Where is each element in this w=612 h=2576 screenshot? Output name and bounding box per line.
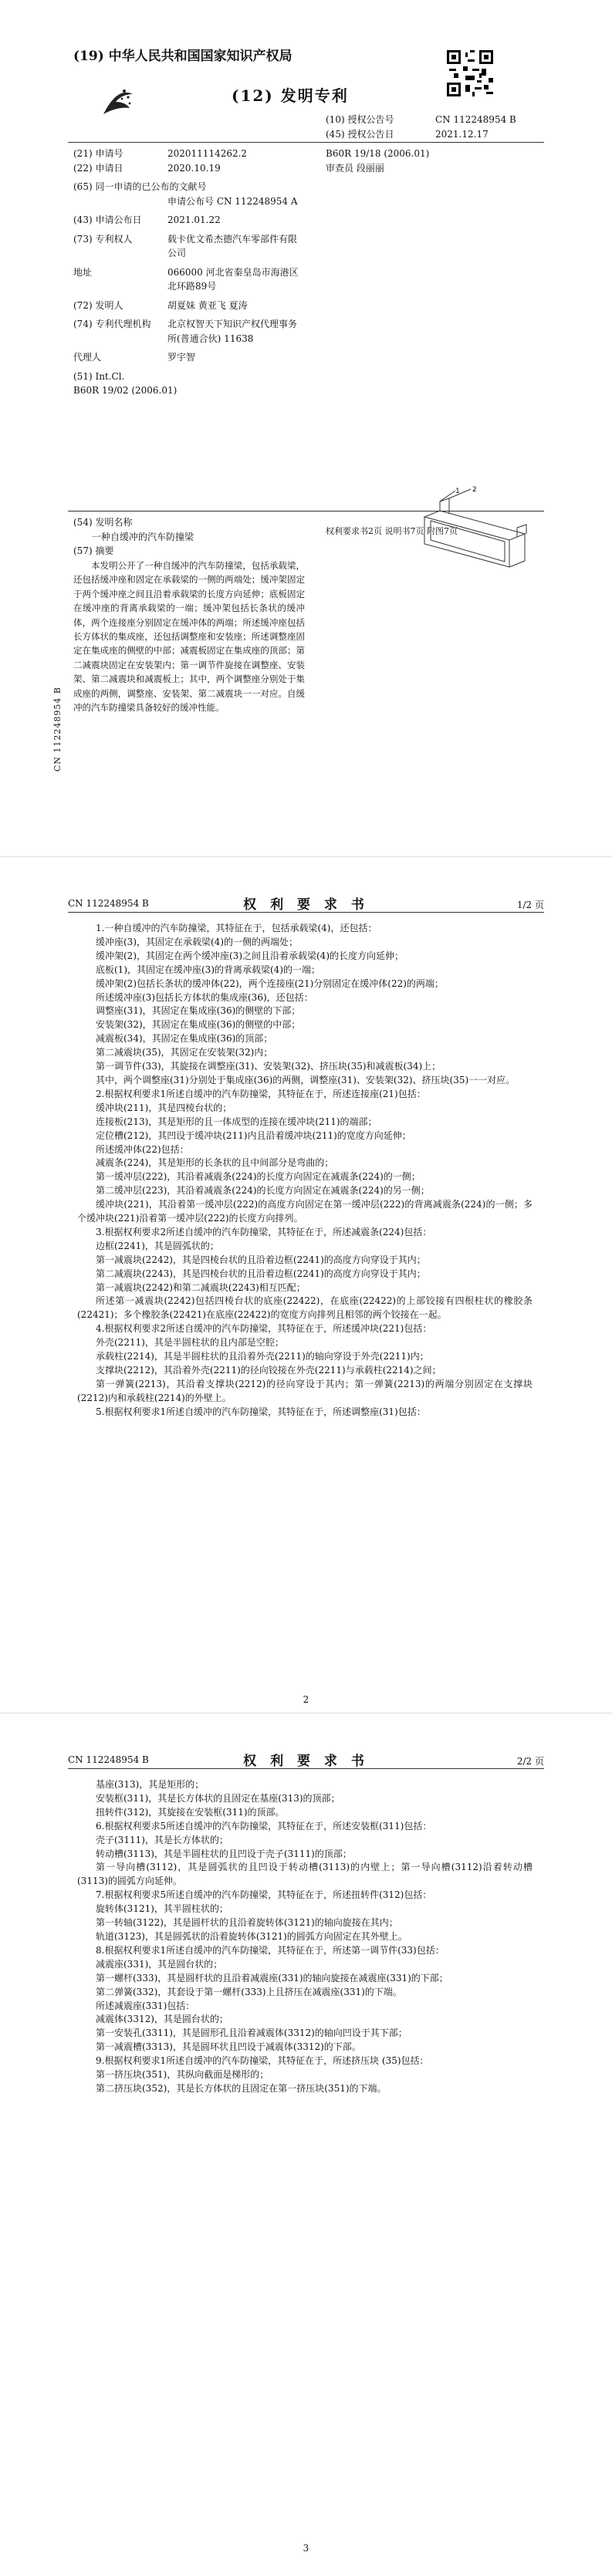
grant-meta — [326, 113, 516, 142]
claim-line: 第一挤压块(351)，其纵向截面是梯形的； — [96, 2069, 269, 2081]
biblio-row: (43) 申请公布日 2021.01.22 — [73, 214, 221, 225]
drawing-label-1: 1 — [455, 488, 460, 495]
page-count: 2/2 页 — [516, 1756, 544, 1767]
claim-line: 第一缓冲层(222)，其沿着减震条(224)的长度方向固定在减震条(224)的一侧； — [96, 1171, 421, 1183]
front-page — [0, 0, 612, 856]
claim-line: 第二减震块(2243)，其是四棱台状的且沿着边框(2241)的高度方向穿设于其内； — [96, 1268, 426, 1279]
claim-line: 安装架(32)，其固定在集成座(36)的侧壁的中部； — [96, 1019, 301, 1031]
claim-line: 3.根据权利要求2所述自缓冲的汽车防撞梁，其特征在于，所述减震条(224)包括： — [96, 1226, 432, 1237]
page-counts: 权利要求书2页 说明书7页 附图7页 — [326, 526, 458, 536]
examiner: 审查员 段丽丽 — [326, 162, 384, 174]
classification-right — [326, 147, 429, 175]
claim-line: 缓冲块(221)，其沿着第一缓冲层(222)的高度方向固定在第一缓冲层(222)的背离减震条(224)的一侧；多个缓冲块(221)沿着第一缓冲层(222)的长度方向排列。 — [77, 1199, 533, 1224]
biblio-row: 地址 066000 河北省秦皇岛市海港区北环路89号 — [73, 266, 299, 292]
claims-title: 权 利 要 求 书 — [243, 1754, 369, 1769]
drawing-label-2: 2 — [472, 486, 477, 494]
claim-line: 第一安装孔(3311)，其是圆形孔且沿着减震体(3312)的轴向凹设于其下部； — [96, 2027, 407, 2039]
patent-office-emblem-icon — [99, 83, 136, 120]
claim-line: 边框(2241)，其是圆弧状的； — [96, 1240, 219, 1251]
grant-date: (45) 授权公告日 2021.12.17 — [326, 129, 489, 140]
claims-page-1 — [0, 856, 612, 1713]
abstract-text: 本发明公开了一种自缓冲的汽车防撞梁，包括承载梁，还包括缓冲座和固定在承载梁的一侧的两端处；缓冲架固定于两个缓冲座之间且沿着承载梁的长度方向延伸；底板固定在缓冲座的背离承载梁的一端；缓冲架包括长条状的缓冲体，两个连接座分别固定在缓冲体的两端；所述缓冲座包括长方体状的集成座，还包括调整座和安装座；所述调整座固定在集成座的侧壁的中部；减震板固定在集成座的顶部；第二减震块固定在安装架内；第一调节件旋接在调整座、安装架、第二减震块和减震板上；其中，两个调整座分别处于集成座的两侧，调整座、安装架、第二减震块一一对应。自缓冲的汽车防撞梁具备较好的缓冲性能。 — [73, 560, 305, 714]
claims-list — [77, 1778, 533, 2096]
biblio-row: (74) 专利代理机构 北京权智天下知识产权代理事务所(普通合伙) 11638 — [73, 319, 298, 344]
claim-line: 轨道(3123)，其是圆弧状的沿着旋转体(3121)的圆弧方向固定在其外壁上。 — [96, 1930, 407, 1942]
claim-line: 减震板(34)，其固定在集成座(36)的顶部； — [96, 1033, 273, 1045]
claim-line: 9.根据权利要求1所述自缓冲的汽车防撞梁，其特征在于，所述挤压块 (35)包括： — [96, 2055, 429, 2067]
document-type: (12) 发明专利 — [232, 86, 349, 105]
claim-line: 旋转体(3121)，其半圆柱状的； — [96, 1903, 228, 1915]
claim-line: 所述减震座(331)包括： — [96, 2000, 195, 2011]
claim-line: 缓冲块(211)，其是四棱台状的； — [96, 1102, 232, 1113]
claim-line: 第一弹簧(2213)，其沿着支撑块(2212)的径向穿设于其内；第一弹簧(2213)的两端分别固定在支撑块(2212)内和承载柱(2214)的外壁上。 — [77, 1378, 533, 1403]
page-number: 3 — [303, 2543, 309, 2554]
claim-line: 壳子(3111)，其是长方体状的； — [96, 1834, 228, 1845]
claim-line: 第一减震块(2242)和第二减震块(2243)相互匹配； — [96, 1281, 306, 1293]
claim-line: 第一调节件(33)，其旋接在调整座(31)、安装架(32)、挤压块(35)和减震板(34)上； — [96, 1061, 441, 1072]
grant-number: (10) 授权公告号 CN 112248954 B — [326, 114, 516, 125]
biblio-row: (22) 申请日 2020.10.19 — [73, 162, 221, 174]
claim-line: 8.根据权利要求1所述自缓冲的汽车防撞梁，其特征在于，所述第一调节件(33)包括： — [96, 1944, 445, 1956]
biblio-row: 代理人 罗宇智 — [73, 352, 196, 363]
claims-page-header — [68, 1748, 544, 1769]
biblio-row: (65) 同一申请的已公布的文献号 — [73, 181, 207, 192]
claim-line: 支撑块(2212)，其沿着外壳(2211)的径向铰接在外壳(2211)与承载柱(2214)之间； — [96, 1365, 441, 1376]
abstract-label: (57) 摘要 — [73, 545, 114, 556]
claim-line: 第二缓冲层(223)，其沿着减震条(224)的长度方向固定在减震条(224)的另一侧； — [96, 1185, 430, 1197]
side-document-number: CN 112248954 B — [52, 687, 63, 772]
bibliographic-data — [73, 147, 305, 398]
claim-line: 所述缓冲座(3)包括长方体状的集成座(36)，还包括： — [96, 991, 313, 1003]
title-label: (54) 发明名称 — [73, 517, 133, 528]
claim-line: 第一减震块(2242)，其是四棱台状的且沿着边框(2241)的高度方向穿设于其内； — [96, 1254, 426, 1265]
claims-page-2 — [0, 1713, 612, 2576]
claim-line: 外壳(2211)，其是半圆柱状的且内部是空腔； — [96, 1337, 284, 1349]
claims-title: 权 利 要 求 书 — [243, 897, 369, 913]
claim-line: 第二弹簧(332)，其套设于第一螺杆(333)上且挤压在减震座(331)的下端。 — [96, 1986, 402, 1997]
invention-title: 一种自缓冲的汽车防撞梁 — [92, 531, 194, 542]
claim-line: 调整座(31)，其固定在集成座(36)的侧壁的下部； — [96, 1005, 301, 1017]
claim-line: 第二挤压块(352)，其是长方体状的且固定在第一挤压块(351)的下端。 — [96, 2082, 387, 2094]
claim-line: 连接板(213)，其是矩形的且一体成型的连接在缓冲块(211)的端部； — [96, 1116, 377, 1127]
claim-line: 转动槽(3113)，其是半圆柱状的且凹设于壳子(3111)的顶部； — [96, 1848, 352, 1859]
ipc-class: B60R 19/18 (2006.01) — [326, 148, 430, 159]
claims-list — [77, 922, 533, 1420]
page-count: 1/2 页 — [516, 900, 544, 910]
qr-code-icon — [447, 50, 493, 96]
claim-line: 第二减震块(35)，其固定在安装架(32)内； — [96, 1047, 273, 1058]
claim-line: 所述第一减震块(2242)包括四棱台状的底座(22422)，在底座(22422)的上部铰接有四根柱状的橡胶条(22421)；多个橡胶条(22421)在底座(22422)的宽度方向排列且相邻的两个铰接在一起。 — [77, 1295, 533, 1321]
claims-page-header — [68, 892, 544, 913]
claim-line: 7.根据权利要求5所述自缓冲的汽车防撞梁，其特征在于，所述扭转件(312)包括： — [96, 1889, 432, 1901]
biblio-row: B60R 19/02 (2006.01) — [73, 385, 178, 396]
claim-line: 安装框(311)，其是长方体状的且固定在基座(313)的顶部； — [96, 1792, 340, 1804]
biblio-row: (21) 申请号 202011114262.2 — [73, 148, 248, 159]
claim-line: 扭转件(312)，其旋接在安装框(311)的顶部。 — [96, 1806, 285, 1818]
biblio-row: (51) Int.Cl. — [73, 370, 125, 382]
claim-line: 底板(1)，其固定在缓冲座(3)的背离承载梁(4)的一端； — [96, 964, 320, 975]
claim-line: 减震座(331)，其是圆台状的； — [96, 1958, 223, 1970]
biblio-row: 申请公布号 CN 112248954 A — [167, 195, 298, 207]
header-rule — [68, 142, 544, 143]
claim-line: 缓冲座(3)，其固定在承载梁(4)的一侧的两端处； — [96, 936, 298, 947]
claim-line: 2.根据权利要求1所述自缓冲的汽车防撞梁，其特征在于，所述连接座(21)包括： — [96, 1088, 426, 1099]
claim-line: 5.根据权利要求1所述自缓冲的汽车防撞梁，其特征在于，所述调整座(31)包括： — [96, 1406, 426, 1417]
claim-line: 第一螺杆(333)，其是圆杆状的且沿着减震座(331)的轴向旋接在减震座(331)的下部； — [96, 1972, 448, 1983]
doc-number: CN 112248954 B — [68, 898, 149, 909]
office-name: (19) 中华人民共和国国家知识产权局 — [73, 49, 292, 64]
claim-line: 4.根据权利要求2所述自缓冲的汽车防撞梁，其特征在于，所述缓冲块(221)包括： — [96, 1323, 432, 1335]
biblio-row: (73) 专利权人 载卡优文希杰德汽车零部件有限公司 — [73, 233, 298, 258]
claim-line: 第一导向槽(3112)，其是圆弧状的且凹设于转动槽(3113)的内壁上；第一导向槽(3112)沿着转动槽(3113)的圆弧方向延伸。 — [77, 1862, 533, 1887]
doc-number: CN 112248954 B — [68, 1754, 149, 1765]
abstract-drawing — [409, 486, 540, 609]
biblio-row: (72) 发明人 胡夏妹 黄亚飞 夏涛 — [73, 299, 248, 311]
claim-line: 承载柱(2214)，其是半圆柱状的且沿着外壳(2211)的轴向穿设于外壳(2211)内； — [96, 1351, 429, 1362]
claim-line: 所述缓冲体(22)包括： — [96, 1143, 189, 1155]
claim-line: 第一转轴(3122)，其是圆杆状的且沿着旋转体(3121)的轴向旋接在其内； — [96, 1917, 398, 1929]
page-number: 2 — [303, 1694, 309, 1705]
claim-line: 定位槽(212)，其凹设于缓冲块(211)内且沿着缓冲块(211)的宽度方向延伸； — [96, 1129, 411, 1141]
claim-line: 基座(313)，其是矩形的； — [96, 1779, 205, 1790]
claim-line: 缓冲架(2)，其固定在两个缓冲座(3)之间且沿着承载梁(4)的长度方向延伸； — [96, 950, 404, 961]
claim-line: 1.一种自缓冲的汽车防撞梁，其特征在于，包括承载梁(4)，还包括： — [96, 923, 377, 934]
claim-line: 6.根据权利要求5所述自缓冲的汽车防撞梁，其特征在于，所述安装框(311)包括： — [96, 1820, 432, 1832]
claim-line: 第一减震槽(3313)，其是圆环状且凹设于减震体(3312)的下部。 — [96, 2041, 361, 2053]
claim-line: 缓冲架(2)包括长条状的缓冲体(22)，两个连接座(21)分别固定在缓冲体(22)的两端； — [96, 977, 444, 989]
title-block — [73, 515, 305, 559]
claim-line: 减震条(224)，其是矩形的长条状的且中间部分是弯曲的； — [96, 1157, 334, 1169]
claim-line: 其中，两个调整座(31)分别处于集成座(36)的两侧，调整座(31)、安装架(32)、挤压块(35)一一对应。 — [96, 1074, 516, 1085]
claim-line: 减震体(3312)，其是圆台状的； — [96, 2014, 228, 2025]
